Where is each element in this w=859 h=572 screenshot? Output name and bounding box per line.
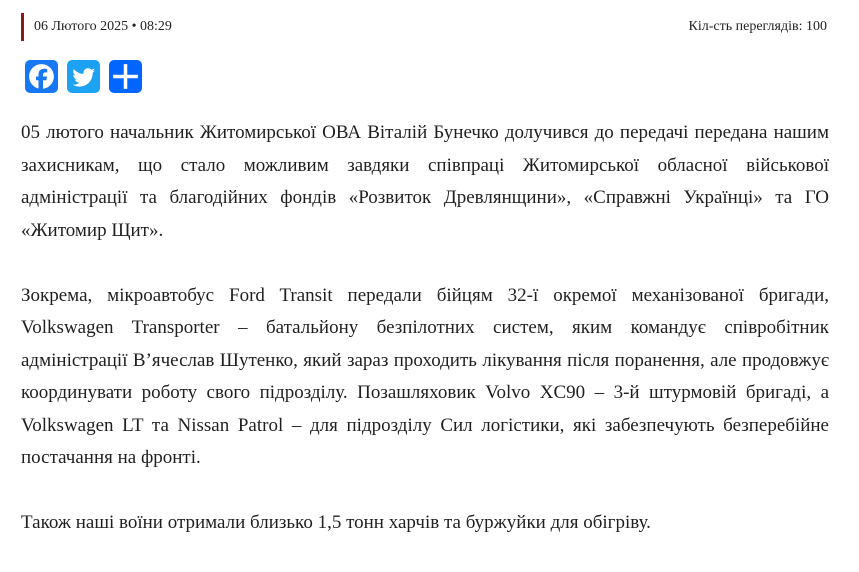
plus-icon bbox=[109, 60, 142, 93]
twitter-share-button[interactable] bbox=[67, 60, 100, 93]
facebook-icon bbox=[25, 60, 58, 93]
article-meta bbox=[21, 13, 827, 41]
publish-date: 06 Лютого 2025 • 08:29 bbox=[34, 19, 172, 34]
article-paragraph: Також наші воїни отримали близько 1,5 тонн харчів та буржуйки для обігріву. bbox=[21, 512, 651, 533]
facebook-share-button[interactable] bbox=[25, 60, 58, 93]
more-share-button[interactable] bbox=[109, 60, 142, 93]
article-body bbox=[21, 117, 829, 572]
view-count: Кіл-сть переглядів: 100 bbox=[688, 19, 827, 34]
share-bar bbox=[25, 60, 142, 93]
article-paragraph: Зокрема, мікроавтобус Ford Transit передали бійцям 32-ї окремої механізованої бригади, Volkswagen Transporter – батальйону безпілотних систем, яким командує співробітник адміністрації В’ячеслав Шутенко, який зараз проходить лікування після поранення, але продовжує координувати роботу свого підрозділу. Позашляховик Volvo XC90 – 3-й штурмовій бригаді, а Volkswagen LT та Nissan Patrol – для підрозділу Сил логістики, які забезпечують безперебійне постачання на фронті. bbox=[21, 284, 829, 468]
twitter-icon bbox=[67, 60, 100, 93]
article-paragraph: 05 лютого начальник Житомирської ОВА Віталій Бунечко долучився до передачі передана нашим захисникам, що стало можливим завдяки співпраці Житомирської обласної військової адміністрації та благодійних фондів «Розвиток Древлянщини», «Справжні Українці» та ГО «Житомир Щит». bbox=[21, 122, 829, 241]
